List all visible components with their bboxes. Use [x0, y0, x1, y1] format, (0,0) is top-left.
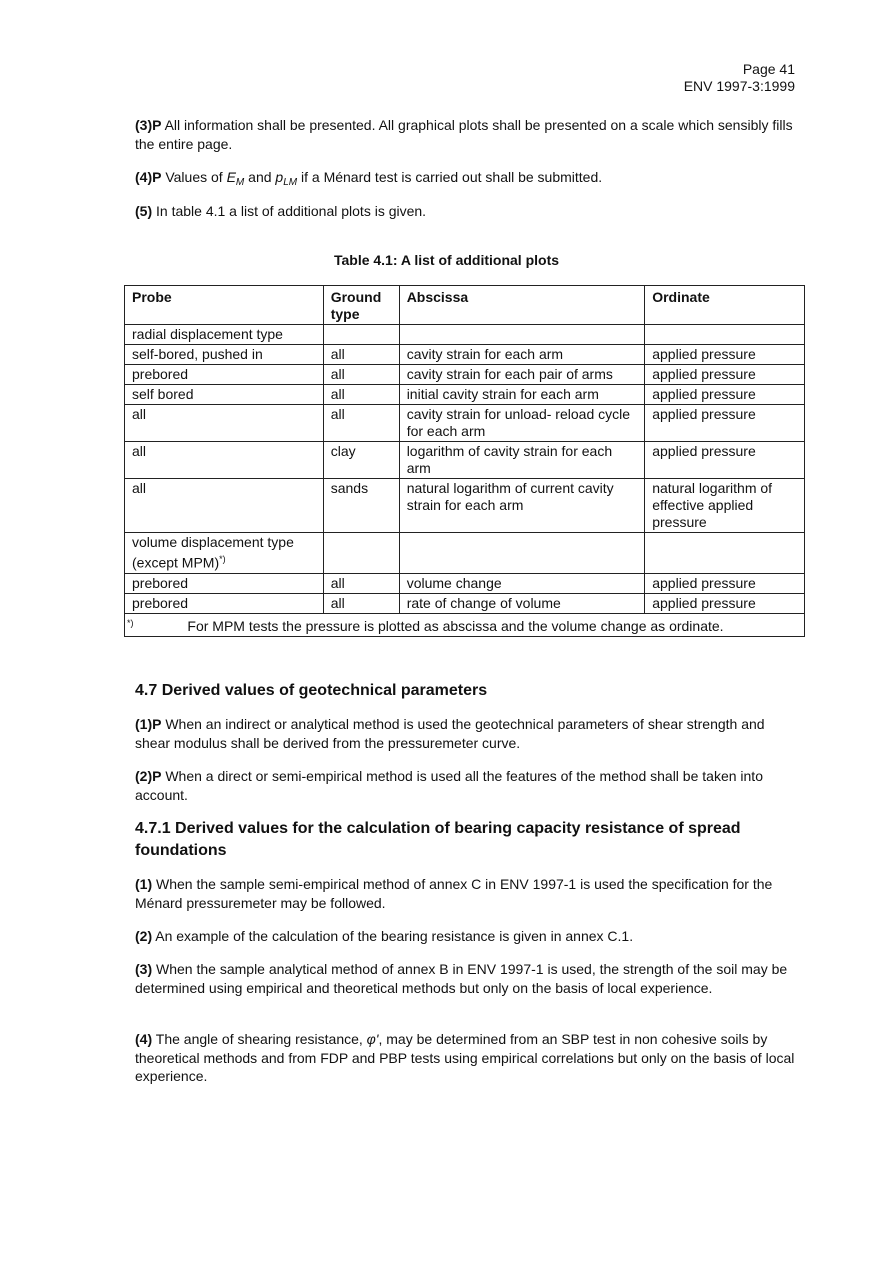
clause-3p	[135, 116, 800, 153]
cell: clay	[323, 442, 399, 479]
section-heading-4-7: 4.7 Derived values of geotechnical parameters	[135, 682, 488, 699]
cell: rate of change of volume	[399, 593, 645, 613]
header-ground-type: Ground type	[323, 286, 399, 325]
cell: all	[323, 345, 399, 365]
table-row	[125, 533, 805, 574]
table-row	[125, 345, 805, 365]
cell	[645, 325, 805, 345]
table-row	[125, 385, 805, 405]
symbol-phi: φ'	[366, 1031, 379, 1047]
clause-4p: (4)P Values of $E_M$ and $p_{LM}$ if a Ménard test is carried out shall be submitted.	[135, 169, 603, 188]
clause-number: (4)P	[135, 169, 162, 185]
cell: applied pressure	[645, 385, 805, 405]
table-footnote	[125, 613, 805, 637]
table-row	[125, 325, 805, 345]
additional-plots-table	[124, 285, 805, 637]
clause-4-7-1-2: (2) An example of the calculation of the bearing resistance is given in annex C.1.	[135, 928, 634, 944]
clause-4-7-2p: (2)P When a direct or semi-empirical method is used all the features of the method shall be taken into account.	[135, 768, 763, 803]
cell: applied pressure	[645, 405, 805, 442]
cell: natural logarithm of effective applied pressure	[645, 479, 805, 533]
cell: all	[323, 593, 399, 613]
cell: all	[125, 442, 324, 479]
cell	[323, 533, 399, 574]
table-row	[125, 593, 805, 613]
table-footnote-row	[125, 613, 805, 637]
cell: all	[323, 405, 399, 442]
header-ordinate: Ordinate	[645, 286, 805, 325]
cell: prebored	[125, 365, 324, 385]
cell: applied pressure	[645, 442, 805, 479]
cell: all	[125, 405, 324, 442]
table-row	[125, 405, 805, 442]
cell: radial displacement type	[125, 325, 324, 345]
cell: all	[323, 573, 399, 593]
table-row	[125, 442, 805, 479]
clause-number: (5)	[135, 203, 153, 219]
cell: applied pressure	[645, 573, 805, 593]
footnote-mark: *)	[127, 617, 134, 628]
clause-5	[135, 202, 800, 221]
clause-4-7-1-3: (3) When the sample analytical method of annex B in ENV 1997-1 is used, the strength of the soil may be determined using empirical and theoretical methods but only on the basis of local experience.	[135, 961, 788, 996]
cell	[645, 533, 805, 574]
cell: cavity strain for each arm	[399, 345, 645, 365]
table-row	[125, 573, 805, 593]
cell: applied pressure	[645, 345, 805, 365]
table-caption: Table 4.1: A list of additional plots	[333, 252, 560, 268]
cell: prebored	[125, 573, 324, 593]
cell: all	[323, 385, 399, 405]
cell: self bored	[125, 385, 324, 405]
document-id: ENV 1997-3:1999	[683, 78, 795, 94]
cell: prebored	[125, 593, 324, 613]
table-row	[125, 479, 805, 533]
cell: all	[323, 365, 399, 385]
section-heading-4-7-1: 4.7.1 Derived values for the calculation of bearing capacity resistance of spread foundations	[135, 820, 741, 859]
cell: applied pressure	[645, 365, 805, 385]
cell: cavity strain for unload- reload cycle for each arm	[399, 405, 645, 442]
cell: all	[125, 479, 324, 533]
table-header-row	[125, 286, 805, 325]
cell: initial cavity strain for each arm	[399, 385, 645, 405]
cell: logarithm of cavity strain for each arm	[399, 442, 645, 479]
cell: volume displacement type (except MPM)*)	[125, 533, 324, 574]
table-row	[125, 365, 805, 385]
cell	[323, 325, 399, 345]
cell: applied pressure	[645, 593, 805, 613]
symbol-em: $E_M$	[226, 169, 245, 188]
clause-text: In table 4.1 a list of additional plots is given.	[156, 203, 427, 219]
header-probe: Probe	[125, 286, 324, 325]
clause-number: (3)P	[135, 117, 162, 133]
cell: cavity strain for each pair of arms	[399, 365, 645, 385]
page-number: Page 41	[742, 61, 795, 77]
footnote-text: For MPM tests the pressure is plotted as abscissa and the volume change as ordinate.	[187, 618, 724, 635]
page-header	[684, 61, 795, 95]
cell: self-bored, pushed in	[125, 345, 324, 365]
symbol-plm: $p_{LM}$	[275, 169, 298, 188]
cell	[399, 533, 645, 574]
cell: natural logarithm of current cavity strain for each arm	[399, 479, 645, 533]
clause-4-7-1-4: (4) The angle of shearing resistance, φ', may be determined from an SBP test in non cohesive soils by theoretical methods and from FDP and PBP tests using empirical correlations but only on the basis of local experience.	[135, 1031, 795, 1084]
header-abscissa: Abscissa	[399, 286, 645, 325]
clause-4-7-1p: (1)P When an indirect or analytical method is used the geotechnical parameters of shear strength and shear modulus shall be derived from the pressuremeter curve.	[135, 716, 765, 751]
cell: volume change	[399, 573, 645, 593]
footnote-ref: *)	[219, 554, 226, 564]
cell: sands	[323, 479, 399, 533]
cell	[399, 325, 645, 345]
clause-text: All information shall be presented. All graphical plots shall be presented on a scale which sensibly fills the entire page.	[135, 117, 793, 152]
clause-4-7-1-1: (1) When the sample semi-empirical method of annex C in ENV 1997-1 is used the specification for the Ménard pressuremeter may be followed.	[135, 876, 773, 911]
